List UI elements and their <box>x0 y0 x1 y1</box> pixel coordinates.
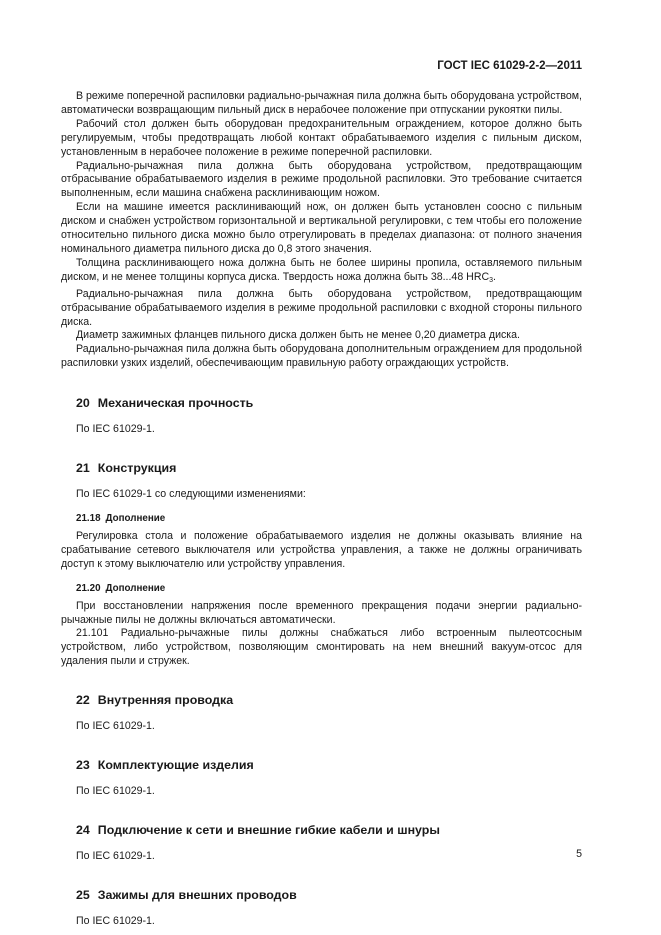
thickness-tail: . <box>493 270 496 283</box>
section-title: Внутренняя проводка <box>97 693 234 708</box>
section-heading-25 <box>61 887 582 903</box>
section-body: По IEC 61029-1 со следующими изменениями: <box>76 488 306 501</box>
paragraph: Рабочий стол должен быть оборудован предохранительным ограждением, которое должно быть регулируемым, чтобы предотвращать любой контакт обрабатываемого изделия с пильным диском, установленным в нерабочее положение в режиме поперечной распиловки. <box>61 117 582 158</box>
section-number: 23 <box>76 758 90 773</box>
section-title: Механическая прочность <box>97 396 254 411</box>
subsection-number: 21.20 <box>76 582 101 594</box>
page-content <box>61 90 582 929</box>
section-title: Комплектующие изделия <box>97 758 254 773</box>
subsection-title: Дополнение <box>105 582 166 594</box>
section-heading-20 <box>61 395 582 411</box>
thickness-text: Толщина расклинивающего ножа должна быть не более ширины пропила, оставляемого пильным диском, и не менее толщины корпуса диска. Твердость ножа должна быть 38...48 HRC <box>61 256 582 283</box>
subsection-number: 21.18 <box>76 512 101 524</box>
paragraph-thickness <box>61 257 582 288</box>
section-heading-24 <box>61 822 582 838</box>
subsection-body: При восстановлении напряжения после временного прекращения подачи энергии радиально-рычажные пилы не должны включаться автоматически. <box>61 599 582 626</box>
section-title: Подключение к сети и внешние гибкие кабели и шнуры <box>97 823 440 837</box>
section-title: Конструкция <box>97 461 177 476</box>
section-heading-22 <box>61 692 582 708</box>
section-body: По IEC 61029-1. <box>76 914 155 927</box>
subsection-title: Дополнение <box>105 512 166 524</box>
paragraph: Если на машине имеется расклинивающий нож, он должен быть установлен соосно с пильным диском и снабжен устройством горизонтальной и вертикальной регулировки, с тем чтобы его положение относительно пильного диска можно было отрегулировать в пределах диапазона: от полного значения номинального диаметра пильного диска до 0,8 этого значения. <box>61 201 582 255</box>
document-code-header: ГОСТ IEC 61029-2-2—2011 <box>437 60 582 72</box>
section-body: По IEC 61029-1. <box>76 720 155 733</box>
section-number: 22 <box>76 693 90 708</box>
section-body: По IEC 61029-1. <box>76 850 155 862</box>
paragraph: Радиально-рычажная пила должна быть оборудована устройством, предотвращающим отбрасывание обрабатываемого изделия в режиме продольной распиловки. Это требование считается выполненным, если машина снабжена расклинивающим ножом. <box>61 159 582 200</box>
hrc-subscript: 3 <box>489 276 494 284</box>
paragraph: Диаметр зажимных фланцев пильного диска должен быть не менее 0,20 диаметра диска. <box>76 329 520 342</box>
subsection-heading-21-20 <box>61 582 582 595</box>
section-title: Зажимы для внешних проводов <box>97 887 297 902</box>
paragraph: Радиально-рычажная пила должна быть оборудована дополнительным ограждением для продольной распиловки узких изделий, обеспечивающим правильную работу ограждающих устройств. <box>61 343 582 370</box>
section-body: По IEC 61029-1. <box>76 423 155 436</box>
page-number: 5 <box>576 848 582 860</box>
subsection-body: 21.101 Радиально-рычажные пилы должны снабжаться либо встроенным пылеотсосным устройством, либо устройством, позволяющим смонтировать на нем внешний вакуум-отсос для удаления пыли и стружек. <box>61 627 582 668</box>
section-body: По IEC 61029-1. <box>76 785 155 798</box>
paragraph: Радиально-рычажная пила должна быть оборудована устройством, предотвращающим отбрасывание обрабатываемого изделия в режиме продольной распиловки с входной стороны пильного диска. <box>61 287 582 328</box>
subsection-heading-21-18 <box>61 512 582 525</box>
section-number: 21 <box>76 461 90 476</box>
section-heading-23 <box>61 757 582 773</box>
subsection-body: Регулировка стола и положение обрабатываемого изделия не должны оказывать влияние на срабатывание сетевого выключателя или устройства управления, а также не должны ограничивать доступ к этому выключателю или устройству управления. <box>61 529 582 570</box>
paragraph: В режиме поперечной распиловки радиально-рычажная пила должна быть оборудована устройством, автоматически возвращающим пильный диск в нерабочее положение при отпускании рукоятки пилы. <box>61 90 582 116</box>
section-number: 20 <box>76 396 90 411</box>
section-heading-21 <box>61 460 582 476</box>
section-number: 24 <box>76 823 90 837</box>
section-number: 25 <box>76 887 90 902</box>
